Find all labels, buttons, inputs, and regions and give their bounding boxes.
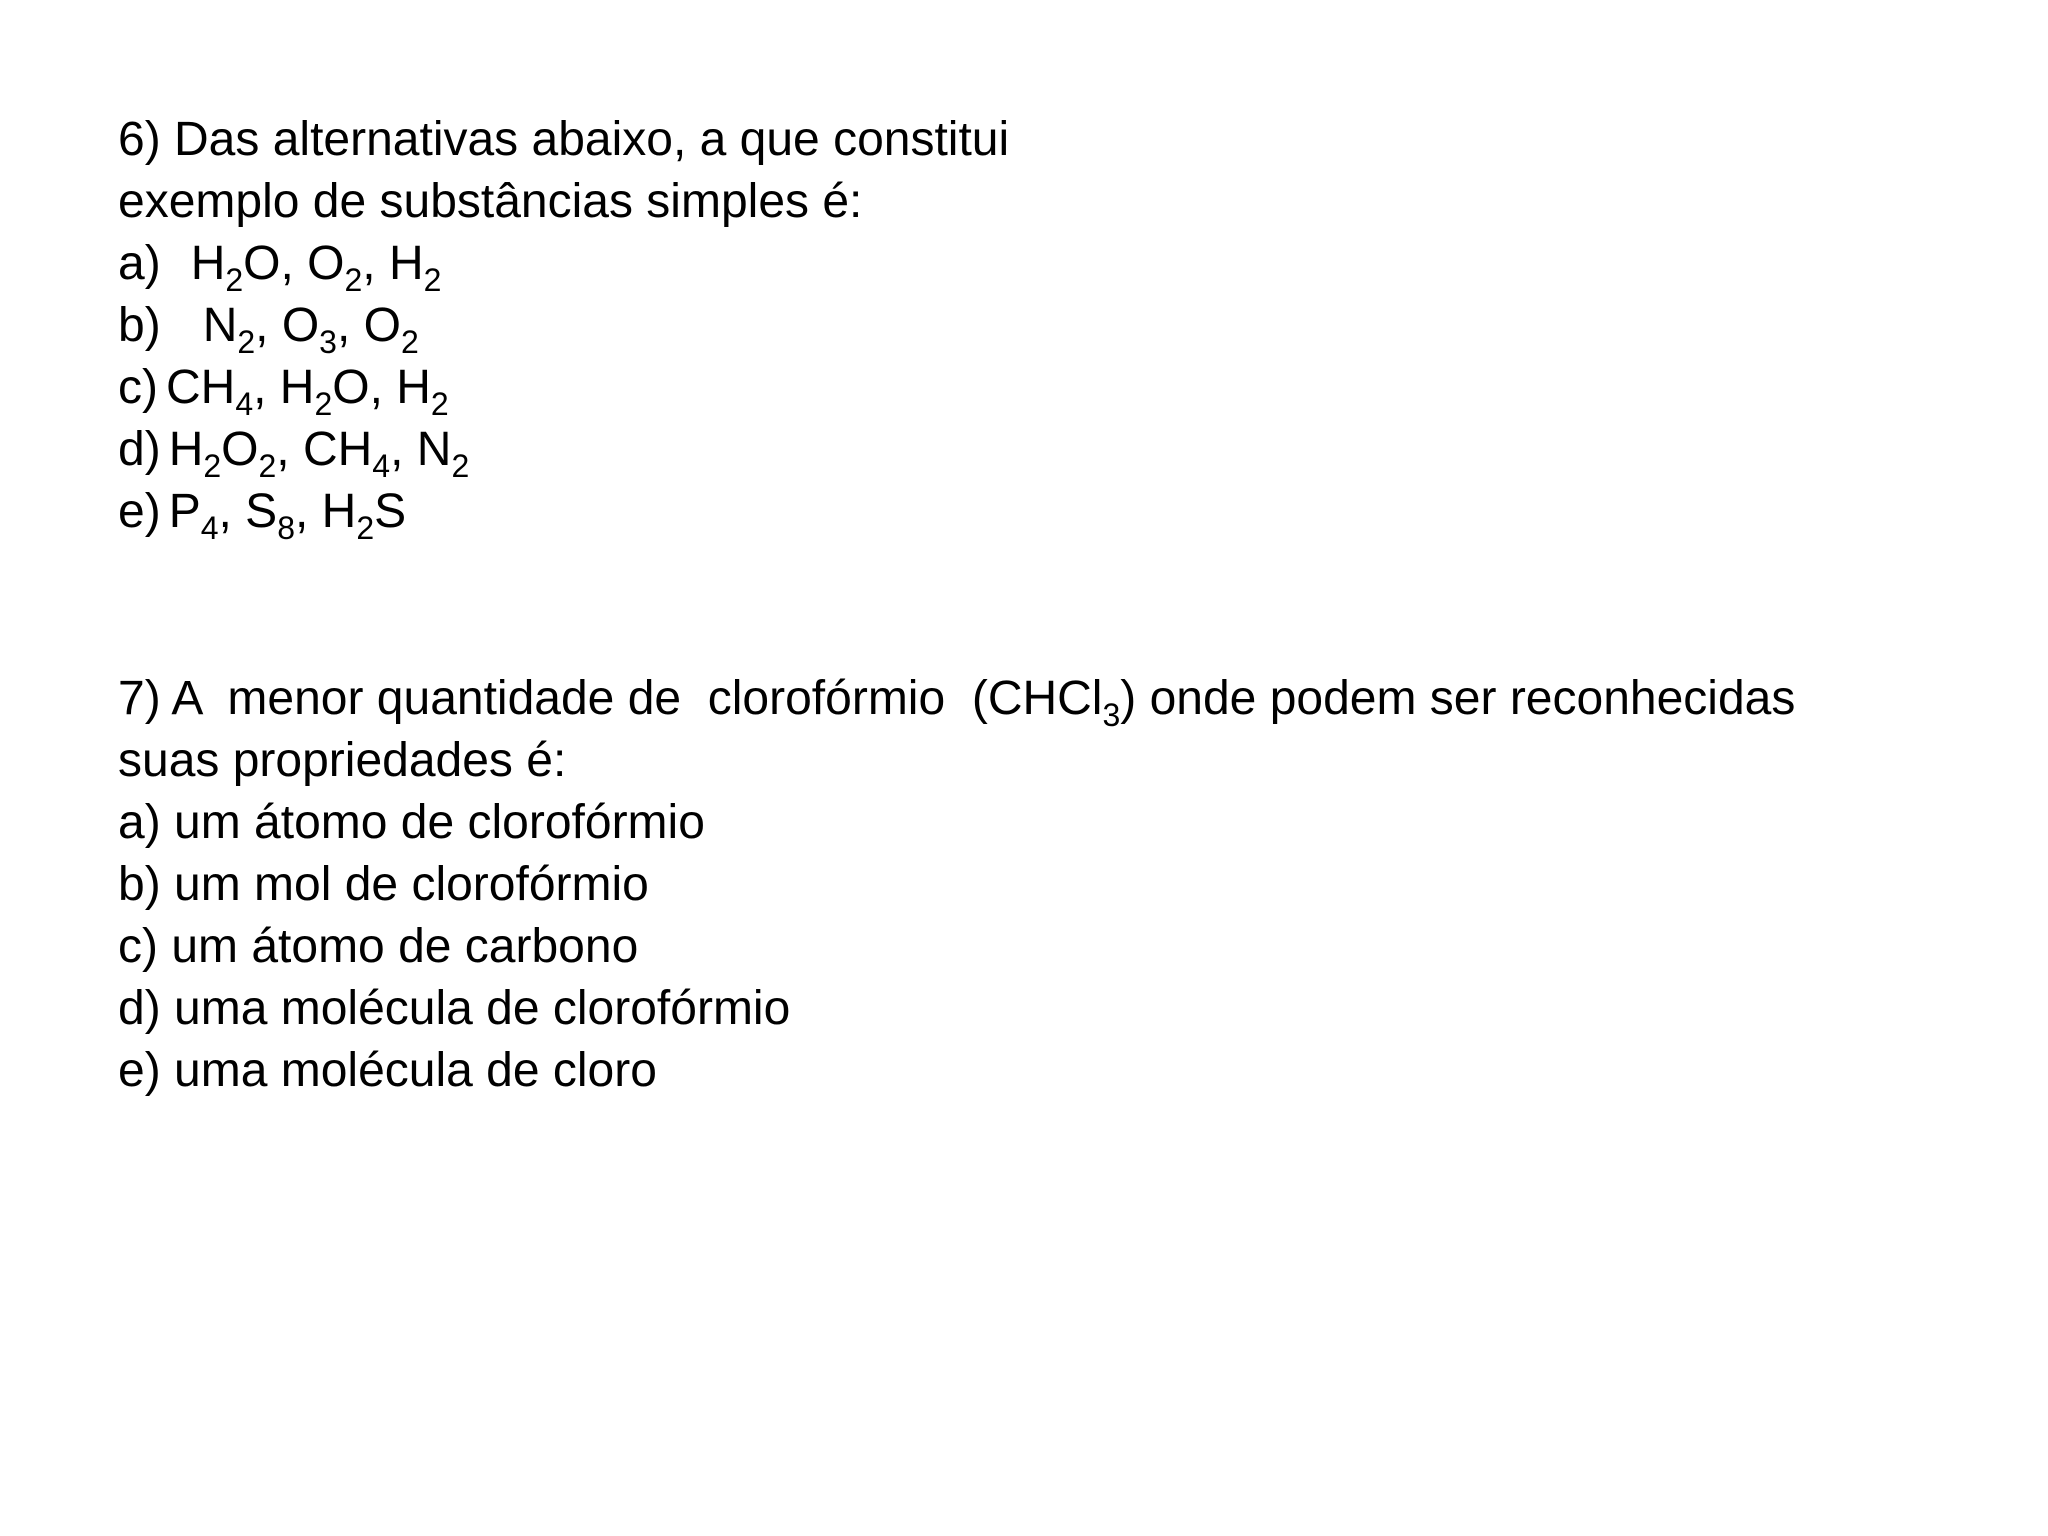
question-7-stem-line-2: suas propriedades é: [118, 734, 567, 787]
formula: $P_4$, $S_8$, $H_2S$ [168, 485, 407, 546]
option-6c [118, 357, 1009, 422]
option-6d [118, 419, 1009, 484]
option-label: b) [118, 299, 161, 352]
question-6-stem-line-1: 6) Das alternativas abaixo, a que constitui [118, 113, 1010, 166]
question-6 [118, 109, 1010, 546]
option-7d: d) uma molécula de clorofórmio [118, 982, 791, 1035]
option-label: d) [118, 423, 161, 476]
option-6a [118, 233, 1009, 298]
option-7a: a) um átomo de clorofórmio [118, 796, 705, 849]
formula: $N_2$, $O_3$, $O_2$ [202, 299, 419, 360]
option-6b [118, 295, 1009, 360]
option-7e: e) uma molécula de cloro [118, 1044, 657, 1097]
question-7-stem-line-1: 7) A menor quantidade de clorofórmio (CHCl$_3$) onde podem ser reconhecidas [118, 672, 1796, 733]
option-label: e) [118, 485, 161, 538]
option-6e [118, 481, 1009, 546]
question-6-stem-line-2: exemplo de substâncias simples é: [118, 175, 863, 228]
formula: $H_2O_2$, $CH_4$, $N_2$ [168, 423, 470, 484]
option-7c: c) um átomo de carbono [118, 920, 639, 973]
option-label: a) [118, 237, 161, 290]
question-7 [118, 668, 1795, 1102]
formula: $CH_4$, $H_2O$, $H_2$ [165, 361, 449, 422]
formula: $H_2O$, $O_2$, $H_2$ [190, 237, 442, 298]
option-7b: b) um mol de clorofórmio [118, 858, 649, 911]
option-label: c) [118, 361, 158, 414]
